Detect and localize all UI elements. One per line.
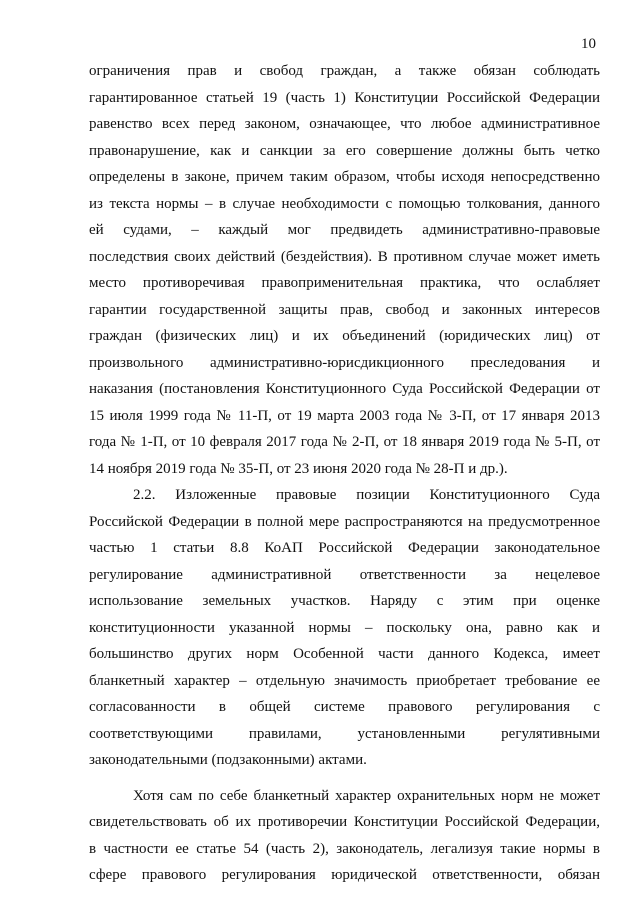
text-line: наказания (постановления Конституционного Суда Российской Федерации от — [89, 381, 600, 397]
text-line: из текста нормы – в случае необходимости с помощью толкования, данного — [89, 195, 600, 212]
text-line: конституционности указанной нормы – поскольку она, равно как и — [89, 619, 600, 636]
text-line: бланкетный характер – отдельную значимость приобретает требование ее — [89, 672, 600, 689]
paragraph-2 — [89, 482, 600, 774]
text-line: согласованности в общей системе правового регулирования с — [89, 699, 600, 715]
text-line: свидетельствовать об их противоречии Конституции Российской Федерации, — [89, 814, 600, 830]
text-line: ограничения прав и свобод граждан, а также обязан соблюдать — [89, 63, 600, 79]
text-line: частью 1 статьи 8.8 КоАП Российской Федерации законодательное — [89, 540, 600, 556]
text-line: равенство всех перед законом, означающее, что любое административное — [89, 116, 600, 132]
text-line: определены в законе, причем таким образом, чтобы исходя непосредственно — [89, 169, 600, 185]
page-number: 10 — [581, 36, 596, 52]
paragraph-spacer — [89, 774, 600, 783]
text-line: законодательными (подзаконными) актами. — [89, 752, 367, 768]
text-line: 15 июля 1999 года № 11-П, от 19 марта 2003 года № 3-П, от 17 января 2013 — [89, 407, 600, 424]
text-line: произвольного административно-юрисдикционного преследования и — [89, 354, 600, 371]
text-line: сфере правового регулирования юридической ответственности, обязан — [89, 867, 600, 883]
text-line: большинство других норм Особенной части данного Кодекса, имеет — [89, 646, 600, 662]
text-line: граждан (физических лиц) и их объединений (юридических лиц) от — [89, 328, 600, 344]
text-line: регулирование административной ответственности за нецелевое — [89, 566, 600, 583]
text-line: гарантии государственной защиты прав, свобод и законных интересов — [89, 301, 600, 318]
paragraph-3 — [89, 783, 600, 889]
text-line: использование земельных участков. Наряду с этим при оценке — [89, 593, 600, 609]
text-line: Хотя сам по себе бланкетный характер охранительных норм не может — [133, 787, 600, 804]
paragraph-1 — [89, 58, 600, 482]
text-line: соответствующими правилами, установленными регулятивными — [89, 725, 600, 742]
text-line: последствия своих действий (бездействия). В противном случае может иметь — [89, 248, 600, 265]
document-body — [89, 58, 600, 889]
text-line: ей судами, – каждый мог предвидеть административно-правовые — [89, 222, 600, 238]
text-line: 14 ноября 2019 года № 35-П, от 23 июня 2020 года № 28-П и др.). — [89, 460, 508, 477]
text-line: гарантированное статьей 19 (часть 1) Конституции Российской Федерации — [89, 89, 600, 106]
text-line: года № 1-П, от 10 февраля 2017 года № 2-П, от 18 января 2019 года № 5-П, от — [89, 434, 600, 450]
text-line: Российской Федерации в полной мере распространяются на предусмотренное — [89, 513, 600, 530]
text-line: в частности ее статье 54 (часть 2), законодатель, легализуя такие нормы в — [89, 840, 600, 857]
text-line: правонарушение, как и санкции за его совершение должны быть четко — [89, 142, 600, 159]
text-line: 2.2. Изложенные правовые позиции Конституционного Суда — [133, 487, 600, 503]
text-line: место противоречивая правоприменительная практика, что ослабляет — [89, 275, 600, 291]
